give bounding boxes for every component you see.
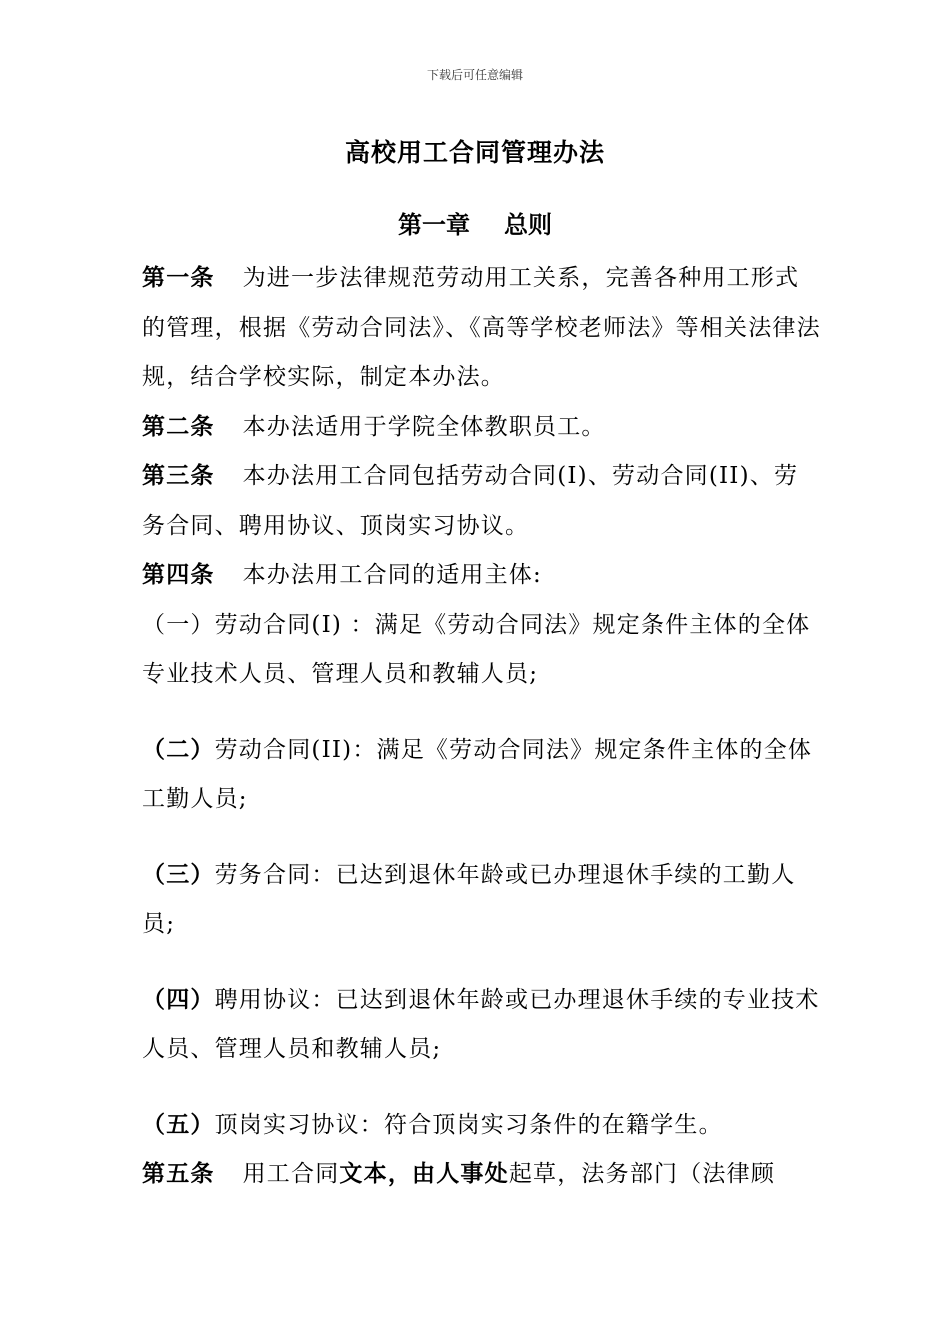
list-item-marker: （五） (142, 1111, 215, 1138)
article-label: 第三条 (142, 463, 215, 489)
chapter-label: 第一章 (398, 211, 470, 239)
list-item-5 (142, 1101, 822, 1151)
article-text-bold: 文本，由人事处 (339, 1161, 509, 1187)
list-item-3 (142, 851, 822, 950)
article-5 (142, 1150, 822, 1200)
article-text: 本办法适用于学院全体教职员工。 (242, 413, 606, 440)
header-note: 下载后可任意编辑 (426, 68, 523, 82)
article-label: 第四条 (142, 562, 215, 588)
list-item-text: 劳务合同：已达到退休年龄或已办理退休手续的工勤人员; (142, 861, 796, 937)
article-label: 第一条 (142, 265, 215, 291)
article-text: 为进一步法律规范劳动用工关系，完善各种用工形式的管理，根据《劳动合同法》、《高等学校老师法》等相关法律法规，结合学校实际，制定本办法。 (142, 265, 821, 390)
list-item-text: 顶岗实习协议：符合顶岗实习条件的在籍学生。 (214, 1111, 723, 1138)
document-body (142, 254, 822, 1200)
list-item-4 (142, 976, 822, 1075)
document-title: 高校用工合同管理办法 (344, 138, 605, 167)
list-item-1 (142, 601, 822, 700)
article-4 (142, 551, 822, 601)
article-label: 第五条 (142, 1161, 215, 1187)
list-item-text: 劳动合同(I) ：满足《劳动合同法》规定条件主体的全体专业技术人员、管理人员和教辅人员; (142, 611, 811, 687)
chapter-name: 总则 (504, 211, 552, 239)
list-item-marker: （四） (142, 986, 215, 1013)
article-label: 第二条 (142, 413, 215, 440)
chapter-heading (0, 208, 950, 242)
list-item-marker: （三） (142, 861, 215, 888)
article-text-tail: 起草，法务部门（法律顾 (508, 1161, 776, 1187)
list-item-2 (142, 726, 822, 825)
list-item-marker: （二） (142, 736, 215, 763)
list-item-marker: （一） (142, 611, 215, 638)
list-item-text: 聘用协议：已达到退休年龄或已办理退休手续的专业技术人员、管理人员和教辅人员; (142, 986, 820, 1062)
article-3 (142, 452, 822, 551)
article-1 (142, 254, 822, 403)
article-text: 本办法用工合同包括劳动合同(I)、劳动合同(II)、劳务合同、聘用协议、顶岗实习协议。 (142, 463, 799, 539)
list-item-text: 劳动合同(II)：满足《劳动合同法》规定条件主体的全体工勤人员; (142, 736, 813, 812)
article-2 (142, 403, 822, 453)
article-text: 本办法用工合同的适用主体: (242, 562, 542, 588)
article-text: 用工合同 (242, 1161, 340, 1187)
